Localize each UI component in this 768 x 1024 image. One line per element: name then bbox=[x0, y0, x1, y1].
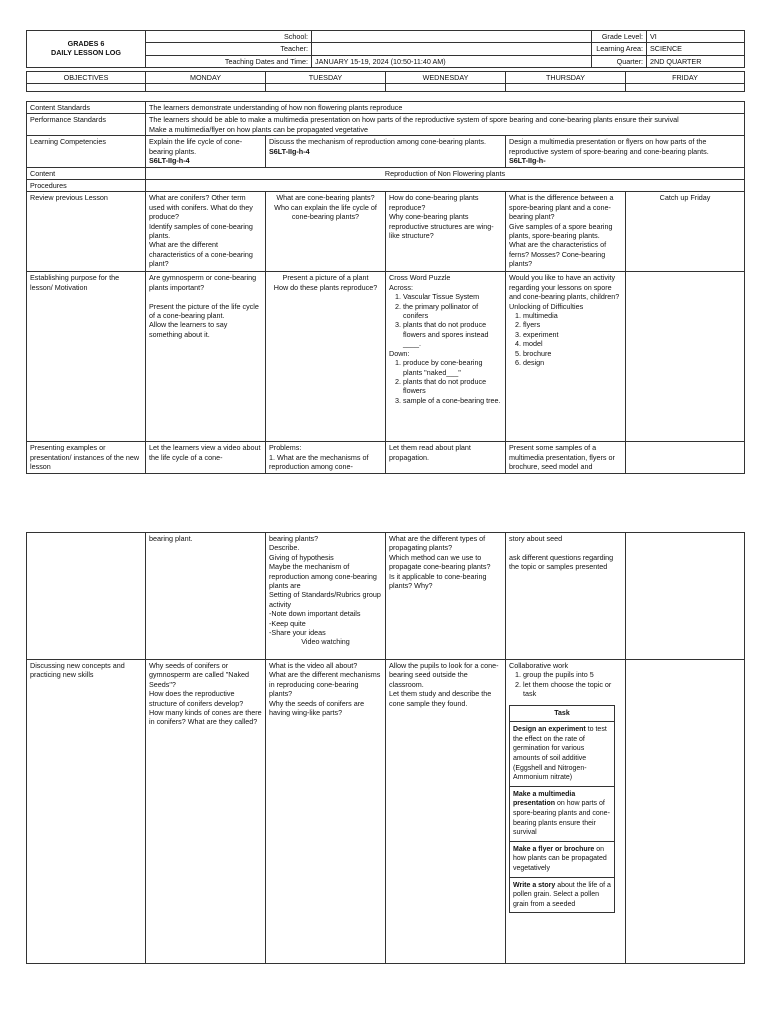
unlocking-list bbox=[509, 311, 622, 367]
thursday-header: THURSDAY bbox=[506, 72, 626, 84]
competency-tuesday: Discuss the mechanism of reproduction among cone-bearing plants. S6LT-IIg-h-4 bbox=[266, 136, 506, 167]
lesson-table-page2 bbox=[26, 532, 745, 964]
task-item: Design an experiment to test the effect on the rate of germination for various amounts of soil additive (Eggshell and Nitrogen-Ammonium nitrate) bbox=[510, 722, 615, 787]
performance-standards-text: The learners should be able to make a multimedia presentation on how parts of the reproductive system of spore bearing and cone-bearing plants ensure their survival Make a multimedia/flyer on how plants can be propagated vegetative bbox=[146, 114, 745, 136]
collaborative-label: Collaborative work bbox=[509, 661, 569, 670]
grade-level-field[interactable]: VI bbox=[647, 31, 745, 43]
purpose-thursday-question: Would you like to have an activity regarding your lessons on spore and cone-bearing plants, children? bbox=[509, 273, 620, 302]
list-item: 2. flyers bbox=[523, 320, 622, 329]
review-tuesday: What are cone-bearing plants? Who can explain the life cycle of cone-bearing plants? bbox=[266, 192, 386, 272]
crossword-title: Cross Word Puzzle bbox=[389, 273, 451, 283]
review-friday: Catch up Friday bbox=[626, 192, 745, 272]
presenting-thursday: Present some samples of a multimedia presentation, flyers or brochure, seed model and bbox=[506, 442, 626, 473]
competency-monday: Explain the life cycle of cone-bearing plants. S6LT-IIg-h-4 bbox=[146, 136, 266, 167]
days-header-table bbox=[26, 71, 745, 92]
presenting-tuesday: Problems: 1. What are the mechanisms of reproduction among cone- bbox=[266, 442, 386, 473]
purpose-tuesday: Present a picture of a plant How do these plants reproduce? bbox=[266, 272, 386, 442]
learning-area-label: Learning Area: bbox=[592, 43, 647, 55]
task-item: Make a multimedia presentation on how parts of spore-bearing plants and cone-bearing plants ensure their survival bbox=[510, 786, 615, 841]
school-field[interactable] bbox=[312, 31, 592, 43]
learning-area-field[interactable]: SCIENCE bbox=[647, 43, 745, 55]
cont-tuesday-text: bearing plants? Describe. Giving of hypothesis Maybe the mechanism of reproduction among cone-bearing plants are Setting of Standards/Rubrics group activity -Note down important details -Keep quite -Share your ideas bbox=[269, 534, 381, 638]
down-list bbox=[389, 358, 502, 405]
review-wednesday: How do cone-bearing plants reproduce? Why cone-bearing plants reproductive structures are wing-like structure? bbox=[386, 192, 506, 272]
list-item: 1. group the pupils into 5 bbox=[523, 670, 622, 679]
review-monday: What are conifers? Other term used with conifers. What do they produce? Identify samples of cone-bearing plants. What are the different characteristics of a cone-bearing plant? bbox=[146, 192, 266, 272]
list-item: 1. produce by cone-bearing plants "naked___" bbox=[403, 358, 502, 377]
presenting-label: Presenting examples or presentation/ instances of the new lesson bbox=[27, 442, 146, 473]
disc-wednesday: Allow the pupils to look for a cone-bearing seed outside the classroom. Let them study and describe the cone sample they found. bbox=[386, 660, 506, 964]
task-item: Write a story about the life of a pollen grain. Select a pollen grain from a seeded bbox=[510, 877, 615, 913]
content-standards-text: The learners demonstrate understanding of how non flowering plants reproduce bbox=[146, 102, 745, 114]
disc-tuesday: What is the video all about? What are the different mechanisms in reproducing cone-bearing plants? Why the seeds of conifers are having wing-like parts? bbox=[266, 660, 386, 964]
review-label: Review previous Lesson bbox=[27, 192, 146, 272]
list-item: 4. model bbox=[523, 339, 622, 348]
grade-level-label: Grade Level: bbox=[592, 31, 647, 43]
review-thursday: What is the difference between a spore-bearing plant and a cone-bearing plant? Give samples of a spore bearing plants, spore-bearing plants. What are the characteristics of ferns? Mosses? Cone-bearing plants? bbox=[506, 192, 626, 272]
content-text: Reproduction of Non Flowering plants bbox=[146, 167, 745, 179]
down-label: Down: bbox=[389, 348, 410, 358]
grade-title: GRADES 6 DAILY LESSON LOG bbox=[27, 31, 146, 68]
friday-header: FRIDAY bbox=[626, 72, 745, 84]
purpose-label: Establishing purpose for the lesson/ Motivation bbox=[27, 272, 146, 442]
cont-thursday: story about seed ask different questions regarding the topic or samples presented bbox=[506, 533, 626, 660]
disc-thursday bbox=[506, 660, 626, 964]
dates-label: Teaching Dates and Time: bbox=[146, 55, 312, 67]
teacher-field[interactable] bbox=[312, 43, 592, 55]
competency-thu-fri: Design a multimedia presentation or flyers on how parts of the reproductive system of spore-bearing and cone-bearing plants. S6LT-IIg-h- bbox=[506, 136, 745, 167]
presenting-wednesday: Let them read about plant propagation. bbox=[386, 442, 506, 473]
disc-monday: Why seeds of conifers or gymnosperm are called "Naked Seeds"? How does the reproductive structure of conifers develop? How many kinds of cones are there in conifers? What are they called? bbox=[146, 660, 266, 964]
content-label: Content bbox=[27, 167, 146, 179]
objectives-header: OBJECTIVES bbox=[27, 72, 146, 84]
presenting-monday: Let the learners view a video about the life cycle of a cone- bbox=[146, 442, 266, 473]
dates-field[interactable]: JANUARY 15-19, 2024 (10:50-11:40 AM) bbox=[312, 55, 592, 67]
monday-header: MONDAY bbox=[146, 72, 266, 84]
list-item: 2. let them choose the topic or task bbox=[523, 680, 622, 699]
video-watching: Video watching bbox=[301, 637, 350, 647]
across-label: Across: bbox=[389, 282, 413, 292]
quarter-field[interactable]: 2ND QUARTER bbox=[647, 55, 745, 67]
collab-list bbox=[509, 670, 622, 698]
procedures-label: Procedures bbox=[27, 180, 146, 192]
purpose-monday: Are gymnosperm or cone-bearing plants important? Present the picture of the life cycle of a cone-bearing plant. Allow the learners to say something about it. bbox=[146, 272, 266, 442]
list-item: 3. plants that do not produce flowers and spores instead ____. bbox=[403, 320, 502, 348]
cont-wednesday: What are the different types of propagating plants? Which method can we use to propagate cone-bearing plants? Is it applicable to cone-bearing plants? Why? bbox=[386, 533, 506, 660]
across-list bbox=[389, 292, 502, 348]
cont-tuesday bbox=[266, 533, 386, 660]
wednesday-header: WEDNESDAY bbox=[386, 72, 506, 84]
learning-competencies-label: Learning Competencies bbox=[27, 136, 146, 167]
list-item: 1. Vascular Tissue System bbox=[403, 292, 502, 301]
unlocking-label: Unlocking of Difficulties bbox=[509, 301, 584, 311]
content-standards-label: Content Standards bbox=[27, 102, 146, 114]
list-item: 3. sample of a cone-bearing tree. bbox=[403, 396, 502, 405]
task-header: Task bbox=[510, 705, 615, 722]
school-label: School: bbox=[146, 31, 312, 43]
list-item: 2. the primary pollinator of conifers bbox=[403, 302, 502, 321]
list-item: 5. brochure bbox=[523, 349, 622, 358]
list-item: 1. multimedia bbox=[523, 311, 622, 320]
lesson-table-page1 bbox=[26, 101, 745, 474]
list-item: 3. experiment bbox=[523, 330, 622, 339]
cont-monday: bearing plant. bbox=[146, 533, 266, 660]
tuesday-header: TUESDAY bbox=[266, 72, 386, 84]
performance-standards-label: Performance Standards bbox=[27, 114, 146, 136]
header-table bbox=[26, 30, 745, 68]
list-item: 6. design bbox=[523, 358, 622, 367]
list-item: 2. plants that do not produce flowers bbox=[403, 377, 502, 396]
teacher-label: Teacher: bbox=[146, 43, 312, 55]
purpose-thursday bbox=[506, 272, 626, 442]
purpose-wednesday bbox=[386, 272, 506, 442]
quarter-label: Quarter: bbox=[592, 55, 647, 67]
task-table bbox=[509, 705, 615, 914]
task-item: Make a flyer or brochure on how plants can be propagated vegetatively bbox=[510, 841, 615, 877]
discussing-label: Discussing new concepts and practicing new skills bbox=[27, 660, 146, 964]
